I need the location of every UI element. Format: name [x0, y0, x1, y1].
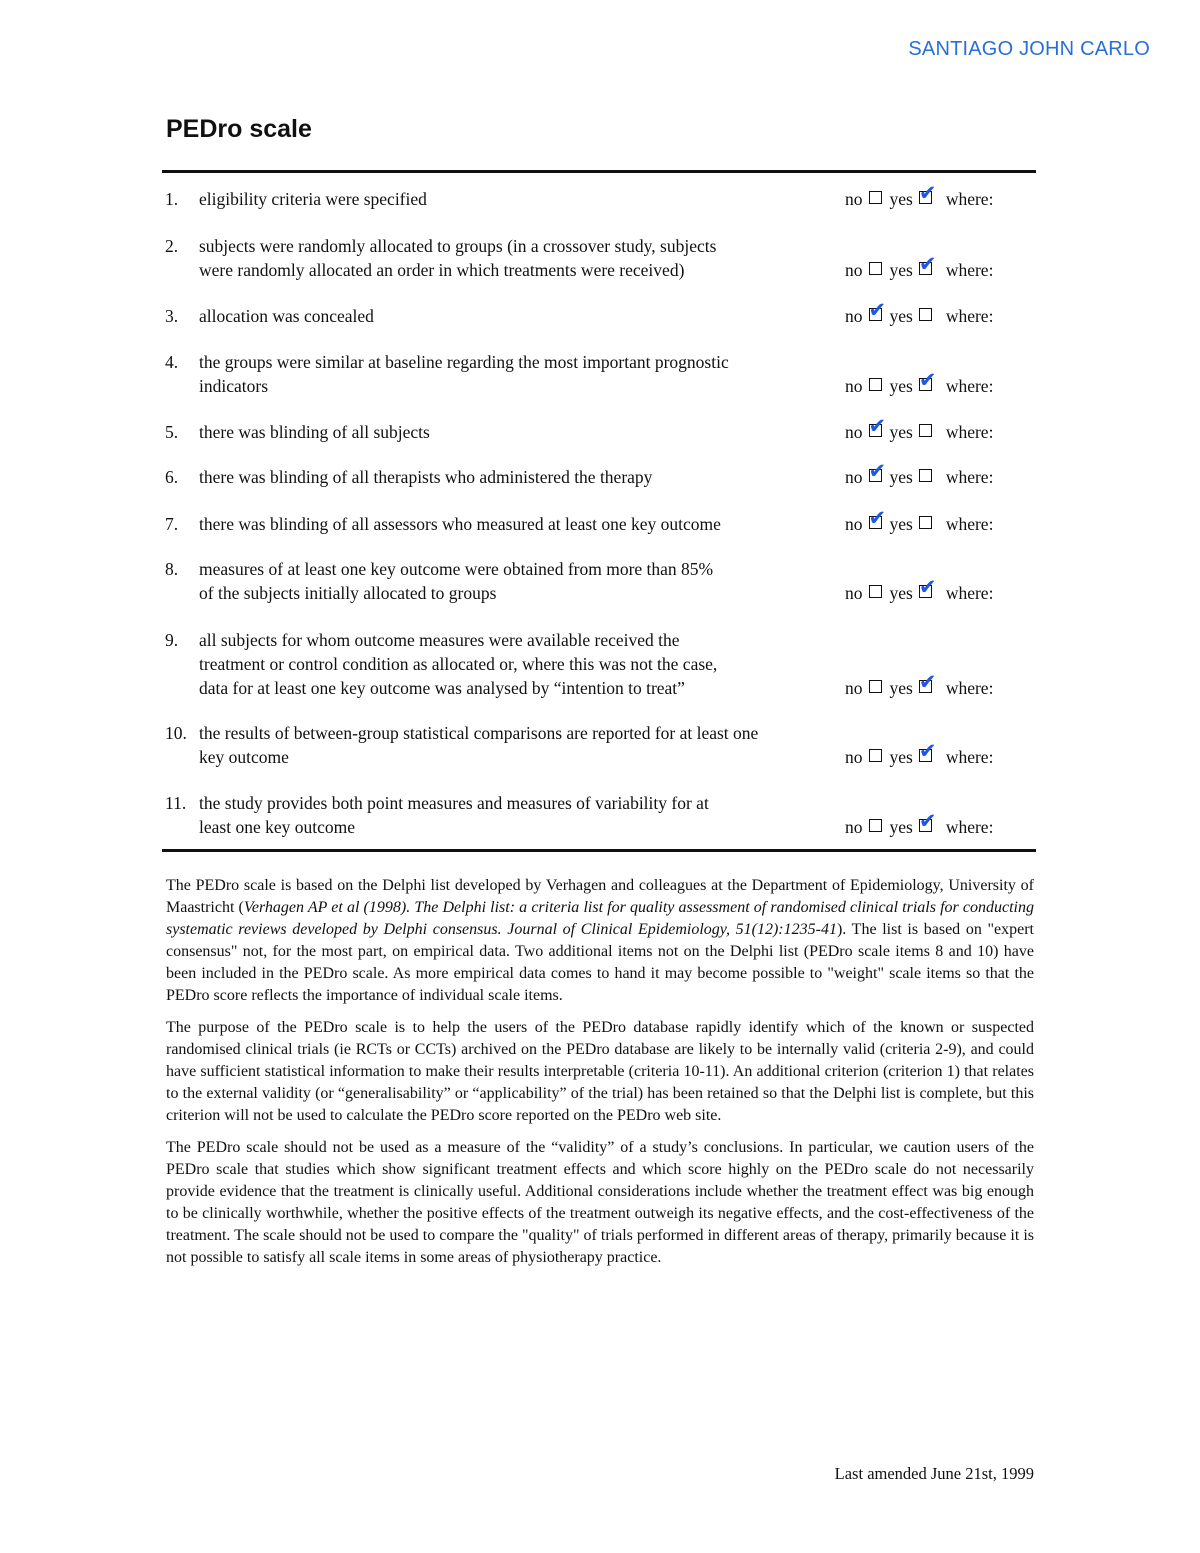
yes-checkbox[interactable] — [918, 252, 937, 276]
checkmark-icon: ✔ — [918, 670, 937, 694]
yes-label: yes — [889, 422, 913, 442]
checkmark-icon: ✔ — [868, 414, 887, 438]
criterion-number: 1. — [165, 189, 179, 209]
notes-paragraph-2: The purpose of the PEDro scale is to help the users of the PEDro database rapidly identify which of the known or suspected randomised clinical trials (ie RCTs or CCTs) archived on the PEDro database are likely to be internally valid (criteria 2-9), and could have sufficient statistical information to make their results interpretable (criteria 10-11). An additional criterion (criterion 1) that relates to the external validity (or “generalisability” or “applicability” of the trial) has been retained so that the Delphi list is complete, but this criterion will not be used to calculate the PEDro score reported on the PEDro web site. — [166, 1019, 1034, 1124]
checkmark-icon: ✔ — [918, 252, 937, 276]
criterion-text-line: all subjects for whom outcome measures were available received the — [199, 630, 680, 650]
yes-label: yes — [889, 306, 913, 326]
checkmark-icon: ✔ — [918, 809, 937, 833]
criterion-answers — [845, 506, 994, 536]
no-label: no — [845, 817, 863, 837]
no-checkbox[interactable] — [869, 749, 882, 762]
notes-p1-citation: Verhagen AP et al (1998). The Delphi list: a criteria list for quality assessment of randomised clinical trials for conducting systematic reviews developed by Delphi consensus. Journal of Clinical Epidemiology, 51(12):1235-41 — [166, 899, 1034, 938]
no-label: no — [845, 583, 863, 603]
criterion-answers — [845, 809, 994, 839]
explanatory-notes — [166, 875, 1034, 1279]
where-label: where: — [945, 514, 994, 534]
where-label: where: — [945, 260, 994, 280]
yes-checkbox[interactable] — [918, 670, 937, 694]
criterion-number: 5. — [165, 422, 179, 442]
notes-paragraph-1 — [166, 875, 1034, 1007]
criterion-text — [199, 791, 859, 839]
criterion-text-line: key outcome — [199, 747, 289, 767]
checkmark-icon: ✔ — [918, 368, 937, 392]
notes-p1-text-b: ). The list is based on "expert consensus" not, for the most part, on empirical data. Two additional items not on the Delphi list (PEDro scale items 8 and 10) have been included in the PEDro scale. As more empirical data comes to hand it may become possible to "weight" scale items so that the PEDro score reflects the importance of individual scale items. — [166, 921, 1034, 1004]
criterion-text-line: allocation was concealed — [199, 306, 374, 326]
criterion-text-line: the study provides both point measures and measures of variability for at — [199, 793, 709, 813]
criterion-text — [199, 350, 859, 398]
no-label: no — [845, 260, 863, 280]
criterion-text-line: of the subjects initially allocated to groups — [199, 583, 497, 603]
no-label: no — [845, 189, 863, 209]
yes-checkbox[interactable] — [918, 575, 937, 599]
yes-checkbox[interactable] — [919, 469, 932, 482]
yes-checkbox[interactable] — [918, 181, 937, 205]
criterion-text-line: there was blinding of all subjects — [199, 422, 430, 442]
yes-label: yes — [889, 583, 913, 603]
no-label: no — [845, 678, 863, 698]
no-checkbox[interactable] — [868, 459, 887, 483]
yes-checkbox[interactable] — [918, 368, 937, 392]
criterion-number: 9. — [165, 630, 179, 650]
where-label: where: — [945, 678, 994, 698]
criterion-text — [199, 234, 859, 282]
yes-checkbox[interactable] — [919, 424, 932, 437]
where-label: where: — [945, 583, 994, 603]
yes-label: yes — [889, 817, 913, 837]
notes-paragraph-3: The PEDro scale should not be used as a measure of the “validity” of a study’s conclusions. In particular, we caution users of the PEDro scale that studies which show significant treatment effects and which score highly on the PEDro scale do not necessarily provide evidence that the treatment is clinically useful. Additional considerations include whether the treatment effect was big enough to be clinically worthwhile, whether the positive effects of the treatment outweigh its negative effects, and the cost-effectiveness of the treatment. The scale should not be used to compare the "quality" of trials performed in different areas of therapy, primarily because it is not possible to satisfy all scale items in some areas of physiotherapy practice. — [166, 1139, 1034, 1266]
criterion-answers — [845, 670, 994, 700]
criterion-number: 10. — [165, 723, 187, 743]
last-amended-date: Last amended June 21st, 1999 — [834, 1464, 1034, 1483]
no-checkbox[interactable] — [869, 819, 882, 832]
yes-label: yes — [889, 514, 913, 534]
yes-checkbox[interactable] — [919, 308, 932, 321]
yes-label: yes — [889, 747, 913, 767]
criterion-text — [199, 465, 859, 489]
criterion-number: 7. — [165, 514, 179, 534]
no-checkbox[interactable] — [868, 298, 887, 322]
where-label: where: — [945, 306, 994, 326]
criterion-answers — [845, 414, 994, 444]
criterion-number: 6. — [165, 467, 179, 487]
checkmark-icon: ✔ — [868, 298, 887, 322]
where-label: where: — [945, 189, 994, 209]
where-label: where: — [945, 422, 994, 442]
where-label: where: — [945, 817, 994, 837]
criterion-number: 3. — [165, 306, 179, 326]
where-label: where: — [945, 467, 994, 487]
criterion-text — [199, 557, 859, 605]
criterion-answers — [845, 575, 994, 605]
criterion-answers — [845, 368, 994, 398]
checkmark-icon: ✔ — [868, 506, 887, 530]
criterion-number: 2. — [165, 236, 179, 256]
no-checkbox[interactable] — [869, 262, 882, 275]
criterion-text-line: treatment or control condition as allocated or, where this was not the case, — [199, 654, 718, 674]
checkmark-icon: ✔ — [918, 739, 937, 763]
yes-label: yes — [889, 260, 913, 280]
no-checkbox[interactable] — [868, 506, 887, 530]
criterion-text — [199, 721, 859, 769]
yes-checkbox[interactable] — [919, 516, 932, 529]
no-label: no — [845, 422, 863, 442]
checkmark-icon: ✔ — [918, 575, 937, 599]
author-name: SANTIAGO JOHN CARLO — [908, 38, 1150, 60]
yes-checkbox[interactable] — [918, 809, 937, 833]
criterion-text — [199, 628, 859, 700]
no-label: no — [845, 306, 863, 326]
no-label: no — [845, 467, 863, 487]
criterion-answers — [845, 459, 994, 489]
criterion-text-line: the results of between-group statistical comparisons are reported for at least one — [199, 723, 759, 743]
yes-label: yes — [889, 376, 913, 396]
no-label: no — [845, 376, 863, 396]
criterion-text-line: indicators — [199, 376, 269, 396]
yes-label: yes — [889, 467, 913, 487]
criterion-text — [199, 512, 859, 536]
criterion-text — [199, 420, 859, 444]
criterion-text — [199, 187, 859, 211]
criterion-number: 4. — [165, 352, 179, 372]
criterion-answers — [845, 298, 994, 328]
yes-label: yes — [889, 678, 913, 698]
criterion-text-line: there was blinding of all assessors who measured at least one key outcome — [199, 514, 721, 534]
criterion-number: 11. — [165, 793, 187, 813]
criterion-text-line: least one key outcome — [199, 817, 355, 837]
yes-label: yes — [889, 189, 913, 209]
no-label: no — [845, 747, 863, 767]
criterion-text-line: the groups were similar at baseline regarding the most important prognostic — [199, 352, 729, 372]
criterion-answers — [845, 739, 994, 769]
no-checkbox[interactable] — [869, 191, 882, 204]
checkmark-icon: ✔ — [868, 459, 887, 483]
page-title: PEDro scale — [166, 115, 312, 143]
criterion-text-line: subjects were randomly allocated to groups (in a crossover study, subjects — [199, 236, 717, 256]
criterion-answers — [845, 252, 994, 282]
criterion-text-line: eligibility criteria were specified — [199, 189, 427, 209]
bottom-divider — [162, 849, 1036, 852]
no-checkbox[interactable] — [869, 680, 882, 693]
criterion-number: 8. — [165, 559, 179, 579]
no-checkbox[interactable] — [868, 414, 887, 438]
no-label: no — [845, 514, 863, 534]
yes-checkbox[interactable] — [918, 739, 937, 763]
no-checkbox[interactable] — [869, 585, 882, 598]
criterion-answers — [845, 181, 994, 211]
criterion-text-line: data for at least one key outcome was analysed by “intention to treat” — [199, 678, 685, 698]
notes-p1-text-a: The PEDro scale is based on the Delphi list developed by Verhagen and colleagues at the Department of Epidemiology, University of Maastricht ( — [166, 877, 1034, 916]
criterion-text — [199, 304, 859, 328]
criterion-text-line: were randomly allocated an order in which treatments were received) — [199, 260, 685, 280]
checkmark-icon: ✔ — [918, 181, 937, 205]
no-checkbox[interactable] — [869, 378, 882, 391]
where-label: where: — [945, 747, 994, 767]
criterion-text-line: there was blinding of all therapists who administered the therapy — [199, 467, 653, 487]
where-label: where: — [945, 376, 994, 396]
criterion-text-line: measures of at least one key outcome were obtained from more than 85% — [199, 559, 714, 579]
